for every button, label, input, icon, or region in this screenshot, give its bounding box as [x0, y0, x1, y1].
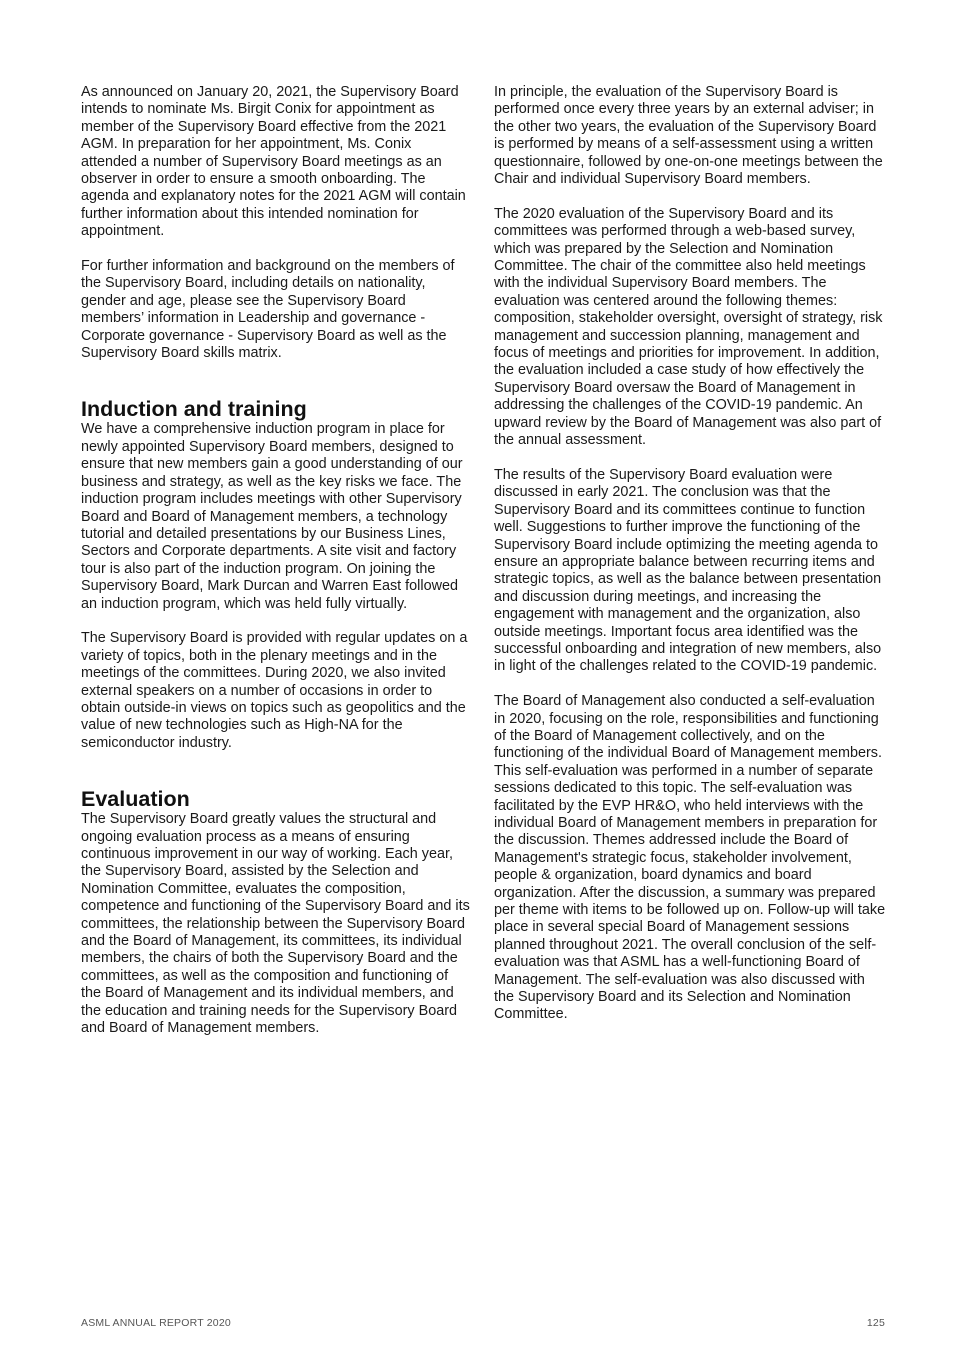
paragraph-regular-updates: The Supervisory Board is provided with regular updates on a variety of topics, both in the plenary meetings and in the meetings of the committees. During 2020, we also invited external speakers on a number of occasions in order to obtain outside-in views on topics such as geopolitics and the value of new technologies such as High-NA for the semiconductor industry.	[81, 630, 468, 751]
right-column	[494, 84, 886, 1041]
heading-evaluation: Evaluation	[81, 787, 190, 812]
paragraph-birgit-conix-nomination: As announced on January 20, 2021, the Supervisory Board intends to nominate Ms. Birgit Conix for appointment as member of the Supervisory Board effective from the 2021 AGM. In preparation for her appointment, Ms. Conix attended a number of Supervisory Board meetings as an observer in order to ensure a smooth onboarding. The agenda and explanatory notes for the 2021 AGM will contain further information about this intended nomination for appointment.	[81, 84, 466, 240]
paragraph-evaluation-principle: In principle, the evaluation of the Supervisory Board is performed once every three years by an external adviser; in the other two years, the evaluation of the Supervisory Board is performed by means of a self-assessment using a written questionnaire, followed by one-on-one meetings between the Chair and individual Supervisory Board members.	[494, 84, 883, 188]
footer-page-number: 125	[866, 1317, 885, 1329]
footer-report-title: ASML ANNUAL REPORT 2020	[81, 1317, 231, 1329]
paragraph-further-information: For further information and background on the members of the Supervisory Board, including details on nationality, gender and age, please see the Supervisory Board members’ information in Leadership and governance - Corporate governance - Supervisory Board as well as the Supervisory Board skills matrix.	[81, 258, 455, 362]
paragraph-evaluation-process: The Supervisory Board greatly values the structural and ongoing evaluation process as a means of ensuring continuous improvement in our way of working. Each year, the Supervisory Board, assisted by the Selection and Nomination Committee, evaluates the composition, competence and functioning of the Supervisory Board and its committees, the relationship between the Supervisory Board and the Board of Management, its committees, its individual members, the chairs of both the Supervisory Board and the committees, as well as the composition and functioning of the Board of Management and its individual members, and the education and training needs for the Supervisory Board and Board of Management members.	[81, 811, 470, 1037]
heading-induction-and-training: Induction and training	[81, 397, 307, 422]
left-column	[81, 84, 471, 1055]
paragraph-evaluation-results: The results of the Supervisory Board evaluation were discussed in early 2021. The conclusion was that the Supervisory Board and its committees continue to function well. Suggestions to further improve the functioning of the Supervisory Board include optimizing the meeting agenda to ensure an appropriate balance between recurring items and strategic topics, as well as the balance between presentation and discussion during meetings, and increasing the engagement with management and the organization, also outside meetings. Important focus area identified was the successful onboarding and integration of new members, also in light of the challenges related to the COVID-19 pandemic.	[494, 466, 882, 675]
paragraph-induction-program: We have a comprehensive induction program in place for newly appointed Supervisory Board members, designed to ensure that new members gain a good understanding of our business and strategy, as well as the key risks we face. The induction program includes meetings with other Supervisory Board and Board of Management members, a technology tutorial and detailed presentations by our Business Lines, Sectors and Corporate departments. A site visit and factory tour is also part of the induction program. On joining the Supervisory Board, Mark Durcan and Warren East followed an induction program, which was held fully virtually.	[81, 421, 463, 612]
paragraph-board-of-management-self-evaluation: The Board of Management also conducted a self-evaluation in 2020, focusing on the role, responsibilities and functioning of the Board of Management collectively, and on the functioning of the individual Board of Management members. This self-evaluation was performed in a number of separate sessions dedicated to this topic. The self-evaluation was facilitated by the EVP HR&O, who held interviews with the individual Board of Management members in preparation for the discussion. Themes addressed include the Board of Management's strategic focus, stakeholder involvement, people & organization, board dynamics and board organization. After the discussion, a summary was prepared per theme with items to be followed up on. Follow-up will take place in several special Board of Management sessions planned throughout 2021. The overall conclusion of the self-evaluation was that ASML has a well-functioning Board of Management. The self-evaluation was also discussed with the Supervisory Board and its Selection and Nomination Committee.	[494, 693, 886, 1023]
paragraph-2020-evaluation: The 2020 evaluation of the Supervisory Board and its committees was performed through a web-based survey, which was prepared by the Selection and Nomination Committee. The chair of the committee also held meetings with the individual Supervisory Board members. The evaluation was centered around the following themes: composition, stakeholder oversight, oversight of strategy, risk management and succession planning, management and focus of meetings and priorities for improvement. In addition, the evaluation included a case study of how effectively the Supervisory Board oversaw the Board of Management in addressing the challenges of the COVID-19 pandemic. An upward review by the Board of Management was also part of the annual assessment.	[494, 205, 883, 449]
